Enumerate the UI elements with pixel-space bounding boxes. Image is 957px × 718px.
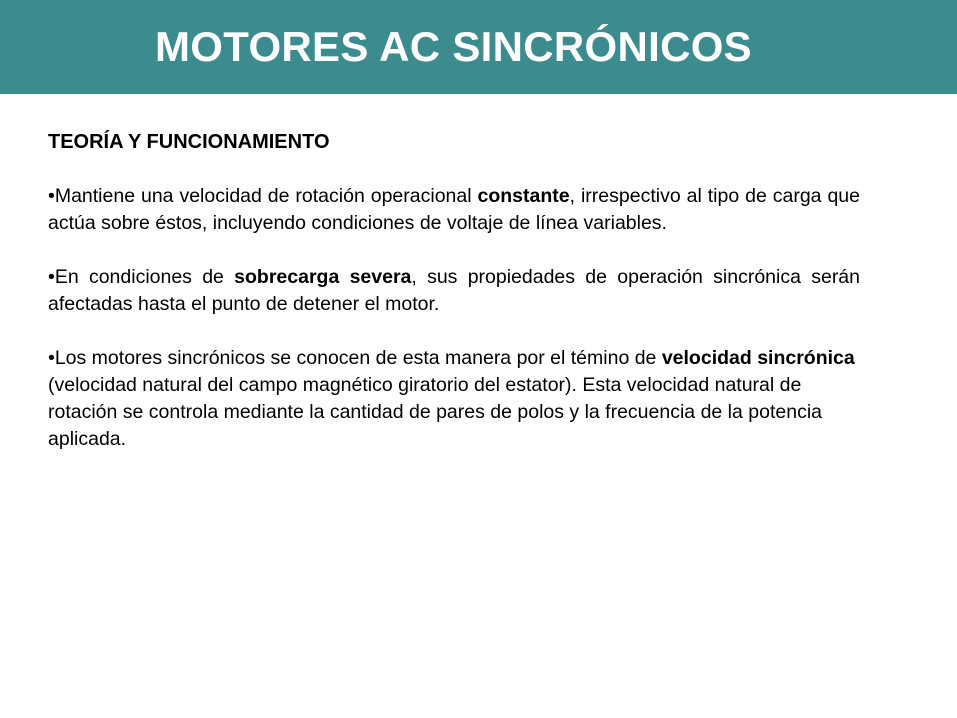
- p2-text-a: En condiciones de: [54, 266, 235, 288]
- p1-bold: constante: [477, 185, 570, 207]
- paragraph-overload: [48, 264, 860, 318]
- bullet: •: [48, 185, 55, 207]
- p3-bold: velocidad sincrónica: [661, 347, 855, 369]
- p2-bold: sobrecarga severa: [234, 266, 412, 288]
- section-heading: TEORÍA Y FUNCIONAMIENTO: [48, 131, 330, 153]
- title-bar: [0, 0, 957, 94]
- p1-text-b: , irrespectivo al tipo de carga que actúa sobre éstos, incluyendo condiciones de voltaje de línea variables.: [48, 185, 860, 234]
- slide-title: MOTORES AC SINCRÓNICOS: [155, 23, 752, 70]
- paragraph-synchronous-speed: [48, 345, 860, 453]
- bullet: •: [48, 266, 55, 288]
- bullet: •: [48, 347, 55, 369]
- paragraph-constant-speed: [48, 183, 860, 237]
- p3-text-b: (velocidad natural del campo magnético giratorio del estator). Esta velocidad natural de rotación se controla mediante la cantidad de pares de polos y la frecuencia de la potencia aplicada.: [48, 374, 822, 450]
- slide-content: [48, 127, 860, 480]
- p2-text-b: , sus propiedades de operación sincrónica serán afectadas hasta el punto de detener el motor.: [48, 266, 860, 315]
- p1-text-a: Mantiene una velocidad de rotación operacional: [54, 185, 478, 207]
- p3-text-a: Los motores sincrónicos se conocen de esta manera por el témino de: [54, 347, 662, 369]
